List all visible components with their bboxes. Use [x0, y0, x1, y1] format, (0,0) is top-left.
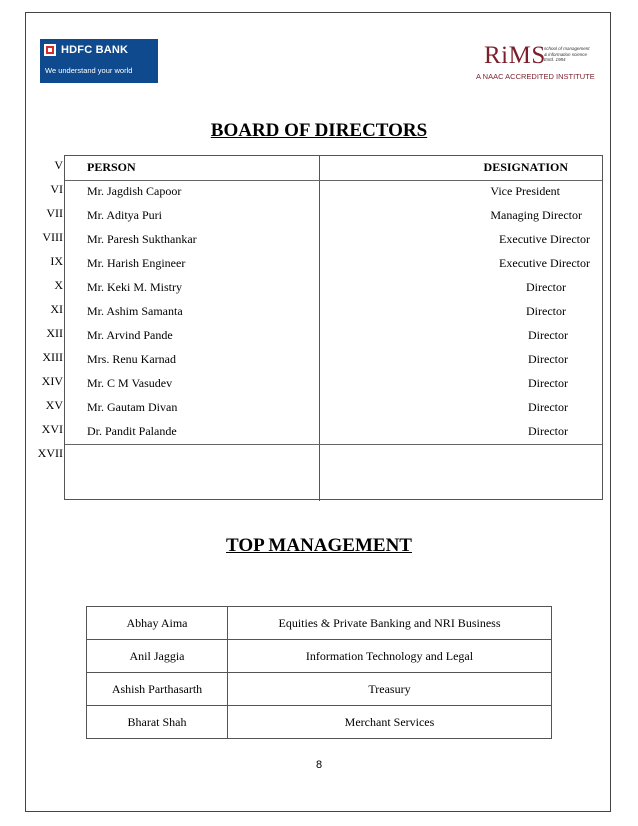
board-table	[64, 155, 603, 500]
row-numeral: VII	[46, 206, 63, 220]
manager-role-cell: Information Technology and Legal	[228, 640, 552, 673]
board-row	[65, 204, 604, 228]
designation-cell: Director	[526, 280, 566, 294]
person-cell: Mr. Gautam Divan	[87, 400, 178, 414]
row-numeral: XII	[46, 326, 63, 340]
row-numeral: XIII	[42, 350, 63, 364]
manager-role-cell: Equities & Private Banking and NRI Business	[228, 607, 552, 640]
person-cell: Mr. Aditya Puri	[87, 208, 163, 222]
row-numeral: V	[54, 158, 63, 172]
person-cell: Mr. Ashim Samanta	[87, 304, 183, 318]
row-numeral: XI	[50, 302, 63, 316]
rims-logo-accreditation: A NAAC ACCREDITED INSTITUTE	[476, 72, 595, 81]
designation-cell: Managing Director	[490, 208, 582, 222]
manager-name-cell: Ashish Parthasarth	[87, 673, 228, 706]
board-row	[65, 180, 604, 204]
board-row	[65, 396, 604, 420]
hdfc-bank-logo	[40, 39, 158, 83]
management-row	[87, 673, 552, 706]
designation-cell: Director	[528, 400, 568, 414]
last-row-divider	[65, 444, 602, 445]
board-row	[65, 228, 604, 252]
designation-cell: Director	[528, 328, 568, 342]
management-row	[87, 640, 552, 673]
page-number: 8	[315, 759, 323, 771]
hdfc-emblem-icon	[44, 44, 56, 56]
row-numeral: XVI	[41, 422, 63, 436]
manager-role-cell: Merchant Services	[228, 706, 552, 739]
management-row	[87, 607, 552, 640]
manager-name-cell: Abhay Aima	[87, 607, 228, 640]
person-cell: Mr. Harish Engineer	[87, 256, 186, 270]
rims-logo	[472, 42, 597, 90]
row-numeral: XV	[45, 398, 63, 412]
designation-cell: Executive Director	[499, 232, 590, 246]
designation-cell: Vice President	[490, 184, 560, 198]
designation-cell: Director	[526, 304, 566, 318]
board-row	[65, 324, 604, 348]
board-row	[65, 276, 604, 300]
person-cell: Mr. C M Vasudev	[87, 376, 173, 390]
hdfc-logo-tagline: We understand your world	[45, 66, 133, 75]
board-row	[65, 252, 604, 276]
board-row	[65, 420, 604, 444]
board-row	[65, 300, 604, 324]
board-header-row	[65, 156, 604, 180]
person-cell: Dr. Pandit Palande	[87, 424, 177, 438]
designation-cell: Director	[528, 352, 568, 366]
person-cell: Mr. Jagdish Capoor	[87, 184, 182, 198]
person-cell: Mr. Paresh Sukthankar	[87, 232, 197, 246]
row-numeral: IX	[50, 254, 63, 268]
manager-name-cell: Bharat Shah	[87, 706, 228, 739]
designation-cell: Director	[528, 376, 568, 390]
manager-name-cell: Anil Jaggia	[87, 640, 228, 673]
designation-cell: Director	[528, 424, 568, 438]
designation-header: DESIGNATION	[483, 160, 568, 174]
row-numeral: VI	[50, 182, 63, 196]
management-table	[86, 606, 552, 739]
row-numeral: XVII	[37, 446, 63, 460]
row-numeral: XIV	[41, 374, 63, 388]
management-title: TOP MANAGEMENT	[226, 535, 412, 556]
rims-logo-subtitle: school of management & information science Estd. 1984	[544, 46, 590, 62]
row-numeral: X	[54, 278, 63, 292]
management-row	[87, 706, 552, 739]
designation-cell: Executive Director	[499, 256, 590, 270]
row-numeral: VIII	[42, 230, 63, 244]
person-header: PERSON	[87, 160, 136, 174]
person-cell: Mr. Keki M. Mistry	[87, 280, 183, 294]
manager-role-cell: Treasury	[228, 673, 552, 706]
hdfc-logo-name: HDFC BANK	[61, 44, 129, 56]
board-row	[65, 348, 604, 372]
person-cell: Mr. Arvind Pande	[87, 328, 173, 342]
person-cell: Mrs. Renu Karnad	[87, 352, 176, 366]
rims-logo-name: RiMS	[484, 42, 546, 69]
board-row	[65, 372, 604, 396]
board-title: BOARD OF DIRECTORS	[210, 120, 428, 141]
